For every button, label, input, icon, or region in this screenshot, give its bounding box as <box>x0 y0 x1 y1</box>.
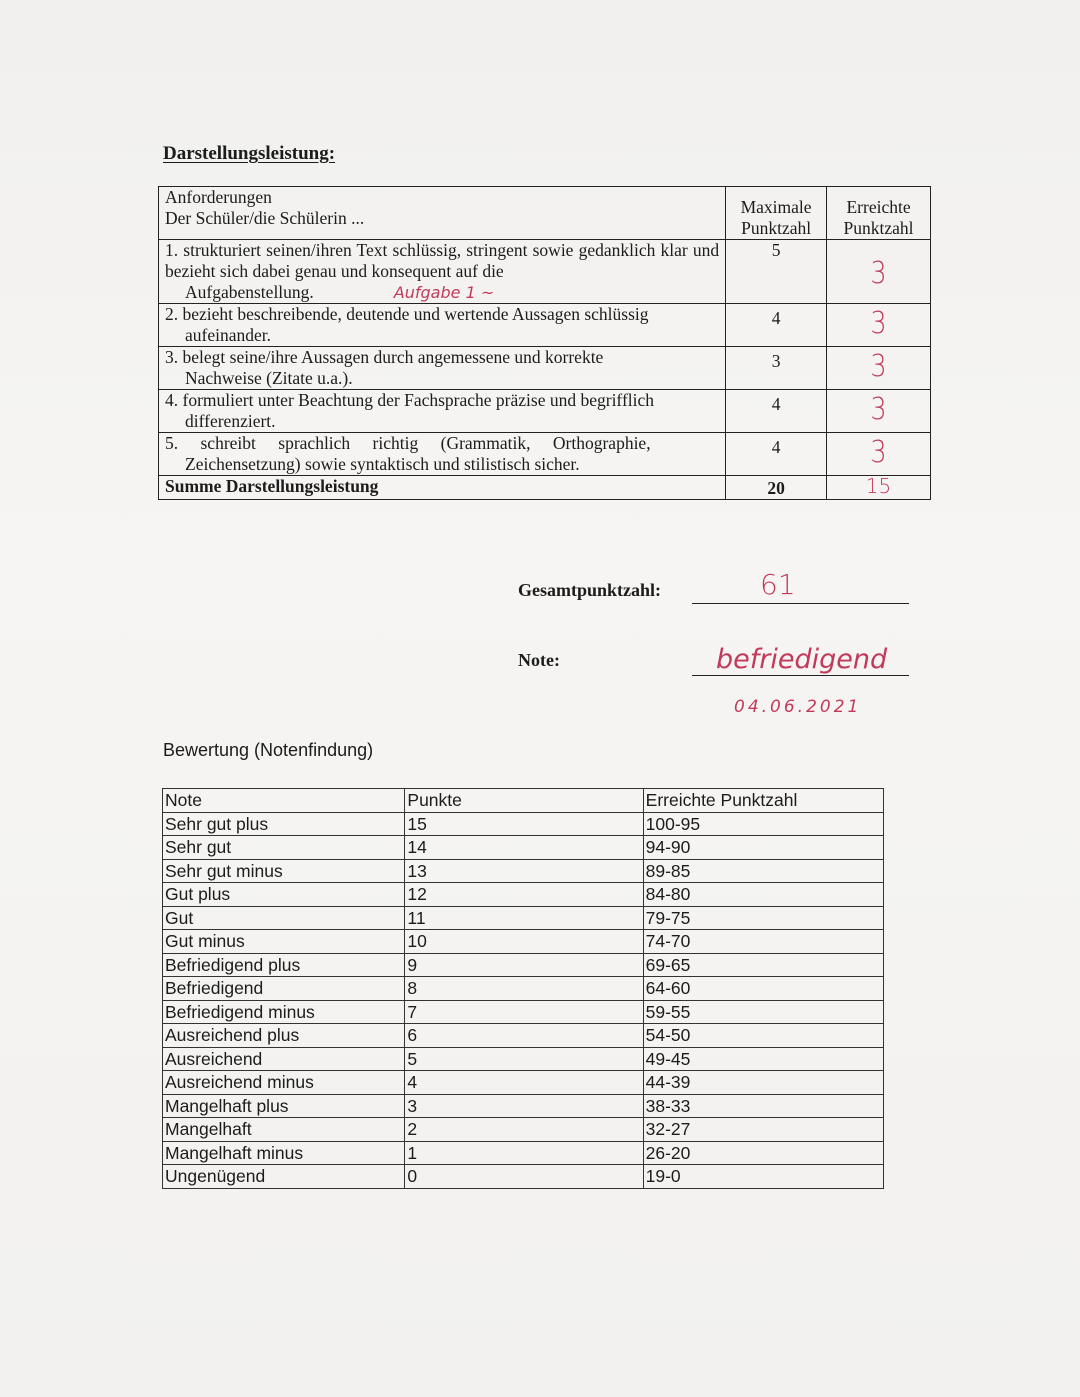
table-row <box>163 859 884 883</box>
grade-name-cell: Sehr gut <box>163 836 405 860</box>
grade-name-cell: Ausreichend <box>163 1047 405 1071</box>
table-row <box>163 1141 884 1165</box>
achieved-points-handwritten: 3 <box>870 392 887 427</box>
grade-label: Note: <box>518 650 560 670</box>
points-range-cell: 64-60 <box>643 977 883 1001</box>
grade-name-cell: Mangelhaft minus <box>163 1141 405 1165</box>
grade-name-cell: Mangelhaft <box>163 1118 405 1142</box>
sum-max-points: 20 <box>726 476 827 500</box>
table-row <box>163 883 884 907</box>
requirement-text: 1. strukturiert seinen/ihren Text schlüssig, stringent sowie gedanklich klar und bezieht sich dabei genau und konsequent auf die <box>165 240 720 281</box>
points-range-cell: 59-55 <box>643 1000 883 1024</box>
points-range-cell: 26-20 <box>643 1141 883 1165</box>
sum-achieved-handwritten: 15 <box>865 474 892 498</box>
sum-label: Summe Darstellungsleistung <box>159 476 726 500</box>
points-range-cell: 100-95 <box>643 812 883 836</box>
grade-name-cell: Befriedigend minus <box>163 1000 405 1024</box>
table-row: 5. schreibt sprachlich richtig (Grammatik, Orthographie, Zeichensetzung) sowie syntaktisch und stilistisch sicher. 4 3 <box>159 433 931 476</box>
points-range-cell: 89-85 <box>643 859 883 883</box>
max-points-cell: 3 <box>726 347 827 390</box>
table-row: 3. belegt seine/ihre Aussagen durch angemessene und korrekte Nachweise (Zitate u.a.). 3 3 <box>159 347 931 390</box>
points-range-cell: 49-45 <box>643 1047 883 1071</box>
max-points-cell: 5 <box>726 240 827 304</box>
grade-line <box>692 675 909 676</box>
points-range-cell: 69-65 <box>643 953 883 977</box>
points-cell: 6 <box>405 1024 643 1048</box>
grade-name-cell: Ungenügend <box>163 1165 405 1189</box>
requirement-text: 4. formuliert unter Beachtung der Fachsprache präzise und begrifflich <box>165 390 655 410</box>
achieved-points-header: Erreichte Punktzahl <box>827 187 931 240</box>
points-cell: 4 <box>405 1071 643 1095</box>
grade-name-cell: Ausreichend minus <box>163 1071 405 1095</box>
points-range-cell: 84-80 <box>643 883 883 907</box>
table-row <box>163 1118 884 1142</box>
achieved-points-handwritten: 3 <box>870 435 887 470</box>
points-cell: 5 <box>405 1047 643 1071</box>
margin-note: Aufgabe 1 ~ <box>393 283 495 302</box>
table-row <box>163 812 884 836</box>
points-cell: 7 <box>405 1000 643 1024</box>
achieved-points-handwritten: 3 <box>870 349 887 384</box>
performance-table <box>158 186 931 500</box>
points-cell: 9 <box>405 953 643 977</box>
grading-scale-table <box>162 788 884 1189</box>
requirement-text: 5. schreibt sprachlich richtig (Grammatik, Orthographie, <box>165 433 651 453</box>
section-title: Darstellungsleistung: <box>163 143 336 164</box>
max-points-cell: 4 <box>726 433 827 476</box>
table-row <box>163 1071 884 1095</box>
grade-name-cell: Befriedigend plus <box>163 953 405 977</box>
total-label: Gesamtpunktzahl: <box>518 580 662 600</box>
points-range-cell: 19-0 <box>643 1165 883 1189</box>
achieved-points-handwritten: 3 <box>870 306 887 341</box>
points-cell: 13 <box>405 859 643 883</box>
points-cell: 15 <box>405 812 643 836</box>
table-row <box>163 906 884 930</box>
grade-name-cell: Gut <box>163 906 405 930</box>
max-points-cell: 4 <box>726 390 827 433</box>
table-row <box>163 1165 884 1189</box>
table-row <box>163 1000 884 1024</box>
table-row: 1. strukturiert seinen/ihren Text schlüssig, stringent sowie gedanklich klar und bezieht sich dabei genau und konsequent auf die Aufgabenstellung. Aufgabe 1 ~ 5 3 <box>159 240 931 304</box>
points-cell: 11 <box>405 906 643 930</box>
table-row: 2. bezieht beschreibende, deutende und wertende Aussagen schlüssig aufeinander. 4 3 <box>159 304 931 347</box>
points-cell: 3 <box>405 1094 643 1118</box>
points-cell: 2 <box>405 1118 643 1142</box>
grade-name-cell: Sehr gut minus <box>163 859 405 883</box>
grade-date-handwritten: 04.06.2021 <box>734 697 862 717</box>
points-range-cell: 74-70 <box>643 930 883 954</box>
requirements-header <box>159 187 726 240</box>
table-row <box>163 1047 884 1071</box>
grading-scale-header <box>163 789 884 813</box>
grade-name-cell: Gut plus <box>163 883 405 907</box>
grade-name-cell: Befriedigend <box>163 977 405 1001</box>
table-row: 4. formuliert unter Beachtung der Fachsprache präzise und begrifflich differenziert. 4 3 <box>159 390 931 433</box>
header-note: Note <box>163 789 405 813</box>
max-points-cell: 4 <box>726 304 827 347</box>
grade-name-cell: Sehr gut plus <box>163 812 405 836</box>
points-cell: 12 <box>405 883 643 907</box>
table-row <box>163 953 884 977</box>
table-row <box>163 930 884 954</box>
grade-name-cell: Mangelhaft plus <box>163 1094 405 1118</box>
points-range-cell: 79-75 <box>643 906 883 930</box>
header-points: Punkte <box>405 789 643 813</box>
points-range-cell: 38-33 <box>643 1094 883 1118</box>
table-row <box>163 977 884 1001</box>
max-points-header: Maximale Punktzahl <box>726 187 827 240</box>
grade-value-handwritten: befriedigend <box>716 644 888 675</box>
points-cell: 8 <box>405 977 643 1001</box>
table-row <box>163 1094 884 1118</box>
grade-name-cell: Gut minus <box>163 930 405 954</box>
table-row <box>163 1024 884 1048</box>
table-row <box>163 836 884 860</box>
sum-row <box>159 476 931 500</box>
requirement-text: 3. belegt seine/ihre Aussagen durch angemessene und korrekte <box>165 347 604 367</box>
grading-scale-title: Bewertung (Notenfindung) <box>163 740 374 760</box>
grading-scale-body <box>163 812 884 1188</box>
points-range-cell: 32-27 <box>643 1118 883 1142</box>
performance-table-header <box>159 187 931 240</box>
total-value-handwritten: 61 <box>760 568 796 601</box>
points-cell: 0 <box>405 1165 643 1189</box>
points-range-cell: 54-50 <box>643 1024 883 1048</box>
requirement-text: 2. bezieht beschreibende, deutende und wertende Aussagen schlüssig <box>165 304 649 324</box>
points-cell: 14 <box>405 836 643 860</box>
header-achieved: Erreichte Punktzahl <box>643 789 883 813</box>
total-line <box>692 603 909 604</box>
requirements-header-subtitle: Der Schüler/die Schülerin ... <box>165 208 365 228</box>
points-cell: 10 <box>405 930 643 954</box>
points-range-cell: 44-39 <box>643 1071 883 1095</box>
achieved-points-handwritten: 3 <box>870 256 887 291</box>
requirements-header-title: Anforderungen <box>165 187 272 207</box>
points-cell: 1 <box>405 1141 643 1165</box>
grade-name-cell: Ausreichend plus <box>163 1024 405 1048</box>
points-range-cell: 94-90 <box>643 836 883 860</box>
